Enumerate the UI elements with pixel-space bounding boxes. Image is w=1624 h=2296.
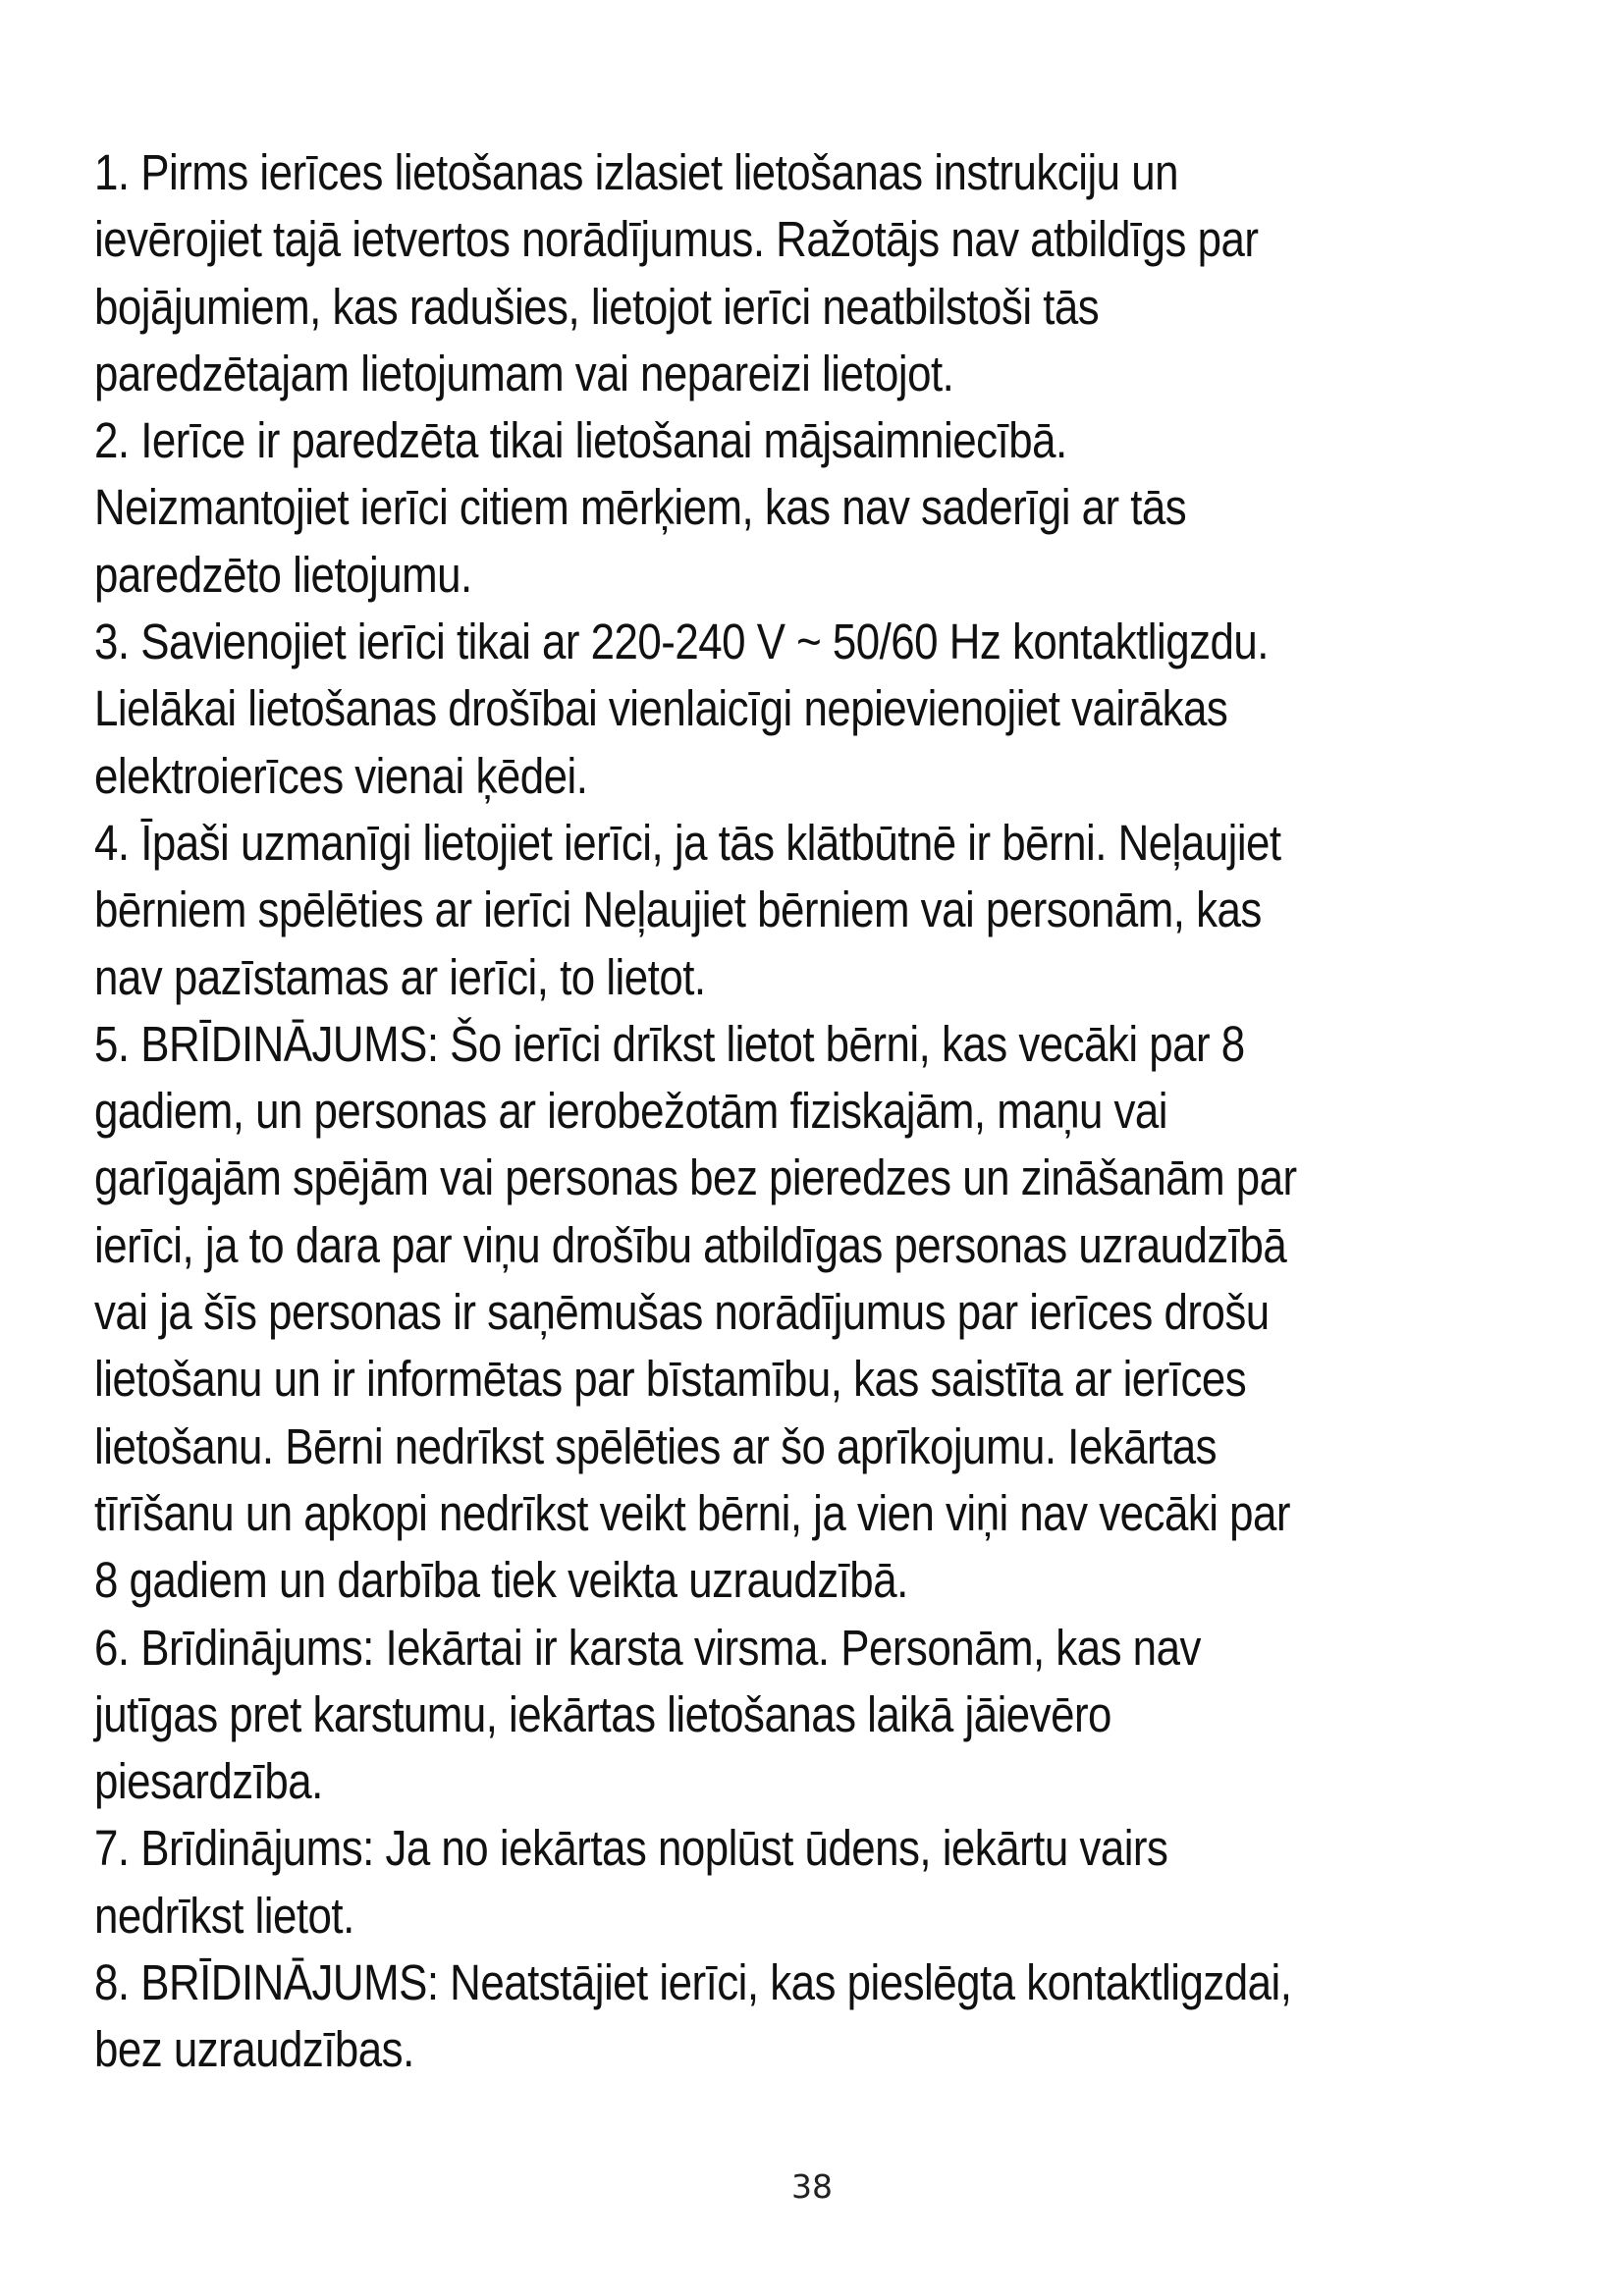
- text-line: tīrīšanu un apkopi nedrīkst veikt bērni, ja vien viņi nav vecāki par: [94, 1484, 1291, 1541]
- text-line: gadiem, un personas ar ierobežotām fiziskajām, maņu vai: [94, 1083, 1168, 1140]
- text-line: garīgajām spējām vai personas bez pieredzes un zināšanām par: [94, 1149, 1297, 1206]
- text-line: 8 gadiem un darbība tiek veikta uzraudzībā.: [94, 1552, 908, 1609]
- text-line: ievērojiet tajā ietvertos norādījumus. Ražotājs nav atbildīgs par: [94, 211, 1259, 268]
- text-line: lietošanu. Bērni nedrīkst spēlēties ar šo aprīkojumu. Iekārtas: [94, 1417, 1218, 1474]
- text-line: bez uzraudzības.: [94, 2021, 414, 2078]
- text-line: bērniem spēlēties ar ierīci Neļaujiet bērniem vai personām, kas: [94, 881, 1262, 938]
- text-line: 6. Brīdinājums: Iekārtai ir karsta virsma. Personām, kas nav: [94, 1619, 1201, 1676]
- text-line: 7. Brīdinājums: Ja no iekārtas noplūst ūdens, iekārtu vairs: [94, 1820, 1168, 1877]
- instruction-item-6: [94, 1615, 1344, 1816]
- instruction-item-3: [94, 609, 1344, 810]
- text-line: 5. BRĪDINĀJUMS: Šo ierīci drīkst lietot bērni, kas vecāki par 8: [94, 1015, 1245, 1072]
- text-line: 4. Īpaši uzmanīgi lietojiet ierīci, ja tās klātbūtnē ir bērni. Neļaujiet: [94, 814, 1281, 871]
- instruction-item-4: [94, 810, 1344, 1011]
- text-line: 3. Savienojiet ierīci tikai ar 220-240 V ~ 50/60 Hz kontaktligzdu.: [94, 614, 1269, 670]
- instruction-item-1: [94, 139, 1344, 407]
- instruction-item-2: [94, 407, 1344, 609]
- text-line: 1. Pirms ierīces lietošanas izlasiet lietošanas instrukciju un: [94, 144, 1178, 200]
- text-line: vai ja šīs personas ir saņēmušas norādījumus par ierīces drošu: [94, 1284, 1270, 1341]
- text-line: paredzētajam lietojumam vai nepareizi lietojot.: [94, 345, 954, 401]
- text-line: nav pazīstamas ar ierīci, to lietot.: [94, 948, 706, 1005]
- text-line: jutīgas pret karstumu, iekārtas lietošanas laikā jāievēro: [94, 1685, 1111, 1742]
- instruction-item-5: [94, 1011, 1344, 1615]
- page-number: 38: [791, 2167, 833, 2206]
- text-line: 2. Ierīce ir paredzēta tikai lietošanai mājsaimniecībā.: [94, 412, 1067, 469]
- instructions-list: [94, 139, 1344, 2084]
- text-line: 8. BRĪDINĀJUMS: Neatstājiet ierīci, kas pieslēgta kontaktligzdai,: [94, 1954, 1292, 2011]
- text-line: Lielākai lietošanas drošībai vienlaicīgi nepievienojiet vairākas: [94, 680, 1228, 737]
- instruction-item-7: [94, 1815, 1344, 1949]
- text-line: nedrīkst lietot.: [94, 1887, 354, 1944]
- text-line: lietošanu un ir informētas par bīstamību, kas saistīta ar ierīces: [94, 1351, 1247, 1408]
- text-line: ierīci, ja to dara par viņu drošību atbildīgas personas uzraudzībā: [94, 1216, 1287, 1273]
- text-line: elektroierīces vienai ķēdei.: [94, 747, 588, 804]
- text-line: paredzēto lietojumu.: [94, 546, 472, 603]
- text-line: Neizmantojiet ierīci citiem mērķiem, kas nav saderīgi ar tās: [94, 479, 1187, 536]
- instruction-item-8: [94, 1949, 1344, 2084]
- text-line: bojājumiem, kas radušies, lietojot ierīci neatbilstoši tās: [94, 278, 1100, 335]
- text-line: piesardzība.: [94, 1753, 323, 1810]
